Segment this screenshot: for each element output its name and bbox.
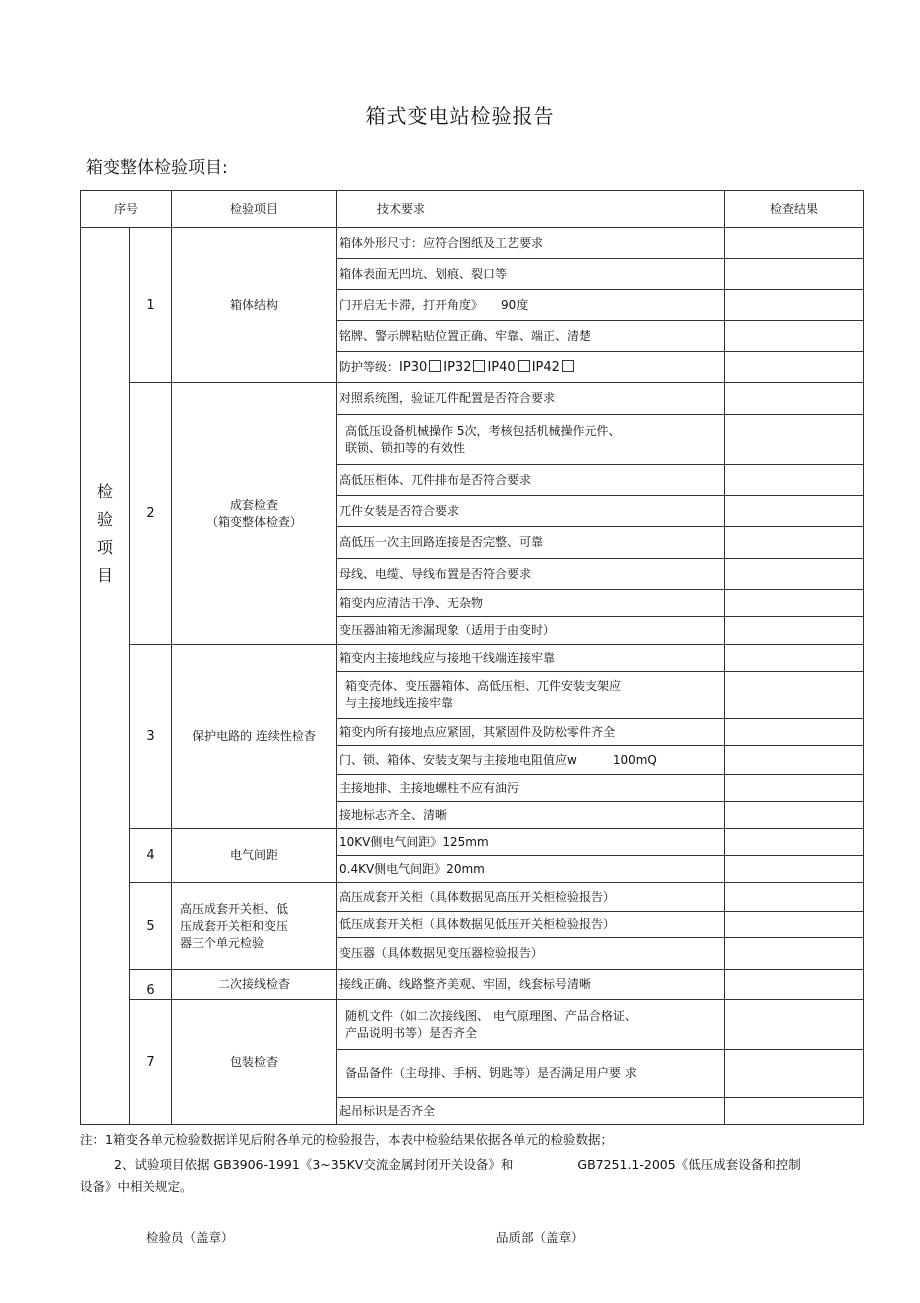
requirement-text: 箱体表面无凹坑、划痕、裂口等 bbox=[337, 259, 725, 290]
result-cell[interactable] bbox=[725, 746, 864, 775]
checkbox[interactable] bbox=[429, 360, 441, 372]
note-2-part-a: 2、试验项目依据 GB3906-1991《3~35KV交流金属封闭开关设备》和 bbox=[114, 1157, 514, 1172]
requirement-text: 备品备件（主母排、手柄、钥匙等）是否满足用户要 求 bbox=[337, 1050, 725, 1098]
requirement-text: 变压器（具体数据见变压器检验报告） bbox=[337, 938, 725, 970]
table-row bbox=[81, 970, 864, 1000]
table-row bbox=[81, 383, 864, 415]
result-cell[interactable] bbox=[725, 383, 864, 415]
note-1: 注：1箱变各单元检验数据详见后附各单元的检验报告，本表中检验结果依据各单元的检验数据； bbox=[80, 1132, 613, 1147]
section-number: 2 bbox=[130, 383, 172, 645]
requirement-text: 母线、电缆、导线布置是否符合要求 bbox=[337, 559, 725, 590]
requirement-text: 箱变内主接地线应与接地干线端连接牢靠 bbox=[337, 645, 725, 672]
protection-option: IP42 bbox=[531, 359, 560, 375]
checkbox[interactable] bbox=[562, 360, 574, 372]
result-cell[interactable] bbox=[725, 719, 864, 746]
group-label-char: 验 bbox=[96, 510, 113, 529]
requirement-text: 箱变内所有接地点应紧固，其紧固件及防松零件齐全 bbox=[337, 719, 725, 746]
result-cell[interactable] bbox=[725, 228, 864, 259]
requirement-text: 高低压一次主回路连接是否完整、可靠 bbox=[337, 527, 725, 559]
group-label-char: 检 bbox=[96, 482, 113, 501]
header-seq: 序号 bbox=[81, 191, 172, 228]
requirement-text: 主接地排、主接地螺柱不应有油污 bbox=[337, 775, 725, 802]
table-body bbox=[81, 228, 864, 1125]
result-cell[interactable] bbox=[725, 290, 864, 321]
requirement-text: 门、锁、箱体、安装支架与主接地电阻值应w 100mQ bbox=[337, 746, 725, 775]
section-number: 4 bbox=[130, 829, 172, 883]
requirement-text: 门开启无卡滞，打开角度》 90度 bbox=[337, 290, 725, 321]
result-cell[interactable] bbox=[725, 465, 864, 496]
section-name: 保护电路的 连续性检杳 bbox=[172, 645, 337, 829]
table-row bbox=[81, 228, 864, 259]
section-name: 二次接线检杳 bbox=[172, 970, 337, 1000]
checkbox[interactable] bbox=[518, 360, 530, 372]
inspection-table-wrapper bbox=[80, 190, 864, 1125]
inspector-signature: 检验员（盖章） bbox=[146, 1230, 234, 1245]
requirement-text: 高压成套开关柜（具体数据见高压开关柜检验报告） bbox=[337, 883, 725, 912]
requirement-text: 对照系统图，验证兀件配置是否符合要求 bbox=[337, 383, 725, 415]
result-cell[interactable] bbox=[725, 590, 864, 617]
protection-grade bbox=[337, 352, 725, 383]
result-cell[interactable] bbox=[725, 496, 864, 527]
section-number: 5 bbox=[130, 883, 172, 970]
section-number: 7 bbox=[130, 1000, 172, 1125]
requirement-text: 低压成套开关柜（具体数据见低压开关柜检验报告） bbox=[337, 912, 725, 938]
group-label-char: 项 bbox=[96, 538, 113, 557]
result-cell[interactable] bbox=[725, 527, 864, 559]
note-2 bbox=[80, 1154, 880, 1198]
result-cell[interactable] bbox=[725, 259, 864, 290]
section-name: 箱体结构 bbox=[172, 228, 337, 383]
result-cell[interactable] bbox=[725, 1098, 864, 1125]
requirement-text: 随机文件（如二次接线图、 电气原理图、产品合格证、 产品说明书等）是否齐全 bbox=[337, 1000, 725, 1050]
table-row bbox=[81, 1000, 864, 1050]
protection-option: IP30 bbox=[399, 359, 428, 375]
checkbox[interactable] bbox=[473, 360, 485, 372]
inspection-table bbox=[80, 190, 864, 1125]
result-cell[interactable] bbox=[725, 970, 864, 1000]
table-row bbox=[81, 645, 864, 672]
section-subtitle: 箱变整体检验项目: bbox=[86, 158, 228, 178]
report-title: 箱式变电站检验报告 bbox=[365, 104, 555, 128]
result-cell[interactable] bbox=[725, 559, 864, 590]
group-label-cell bbox=[81, 228, 130, 1125]
header-req: 技术要求 bbox=[337, 191, 725, 228]
quality-signature: 品质部（盖章） bbox=[496, 1230, 584, 1245]
result-cell[interactable] bbox=[725, 672, 864, 719]
requirement-text: 箱变内应清洁干净、无杂物 bbox=[337, 590, 725, 617]
requirement-text: 箱体外形尺寸：应符合图纸及工艺要求 bbox=[337, 228, 725, 259]
requirement-text: 接线正确、线路整齐美观、牢固，线套标号清晰 bbox=[337, 970, 725, 1000]
result-cell[interactable] bbox=[725, 883, 864, 912]
protection-option: IP40 bbox=[487, 359, 516, 375]
requirement-text: 铭牌、警示牌粘贴位置正确、牢靠、端正、清楚 bbox=[337, 321, 725, 352]
section-name: 高压成套开关柜、低 压成套开关柜和变压 器三个单元检验 bbox=[172, 883, 337, 970]
requirement-text: 兀件女装是否符合要求 bbox=[337, 496, 725, 527]
requirement-text: 箱变壳体、变压器箱体、高低压柜、兀件安装支架应 与主接地线连接牢靠 bbox=[337, 672, 725, 719]
result-cell[interactable] bbox=[725, 802, 864, 829]
result-cell[interactable] bbox=[725, 415, 864, 465]
result-cell[interactable] bbox=[725, 352, 864, 383]
table-row bbox=[81, 829, 864, 856]
header-result: 检查结果 bbox=[725, 191, 864, 228]
table-header-row bbox=[81, 191, 864, 228]
requirement-text: 起吊标识是否齐全 bbox=[337, 1098, 725, 1125]
result-cell[interactable] bbox=[725, 1050, 864, 1098]
section-name: 包装检杳 bbox=[172, 1000, 337, 1125]
protection-label: 防护等级： bbox=[339, 359, 400, 374]
section-name: 成套检查 （箱变整体检查） bbox=[172, 383, 337, 645]
result-cell[interactable] bbox=[725, 321, 864, 352]
note-2-part-c: 设备》中相关规定。 bbox=[80, 1179, 193, 1194]
protection-option: IP32 bbox=[443, 359, 472, 375]
section-name: 电气间距 bbox=[172, 829, 337, 883]
result-cell[interactable] bbox=[725, 829, 864, 856]
result-cell[interactable] bbox=[725, 856, 864, 883]
requirement-text: 高低压设备机械操作 5次，考核包括机械操作元件、 联锁、锁扣等的有效性 bbox=[337, 415, 725, 465]
result-cell[interactable] bbox=[725, 1000, 864, 1050]
section-number: 6 bbox=[130, 970, 172, 1000]
result-cell[interactable] bbox=[725, 645, 864, 672]
requirement-text: 变压器油箱无渗漏现象（适用于由变时） bbox=[337, 617, 725, 645]
section-number: 1 bbox=[130, 228, 172, 383]
group-label-char: 目 bbox=[96, 566, 113, 585]
requirement-text: 0.4KV侧电气间距》20mm bbox=[337, 856, 725, 883]
section-number: 3 bbox=[130, 645, 172, 829]
result-cell[interactable] bbox=[725, 938, 864, 970]
result-cell[interactable] bbox=[725, 775, 864, 802]
requirement-text: 高低压柜体、兀件排布是否符合要求 bbox=[337, 465, 725, 496]
note-2-part-b: GB7251.1-2005《低压成套设备和控制 bbox=[577, 1157, 801, 1172]
requirement-text: 10KV侧电气间距》125mm bbox=[337, 829, 725, 856]
table-row bbox=[81, 883, 864, 912]
result-cell[interactable] bbox=[725, 617, 864, 645]
result-cell[interactable] bbox=[725, 912, 864, 938]
header-item: 检验项目 bbox=[172, 191, 337, 228]
requirement-text: 接地标志齐全、清晰 bbox=[337, 802, 725, 829]
